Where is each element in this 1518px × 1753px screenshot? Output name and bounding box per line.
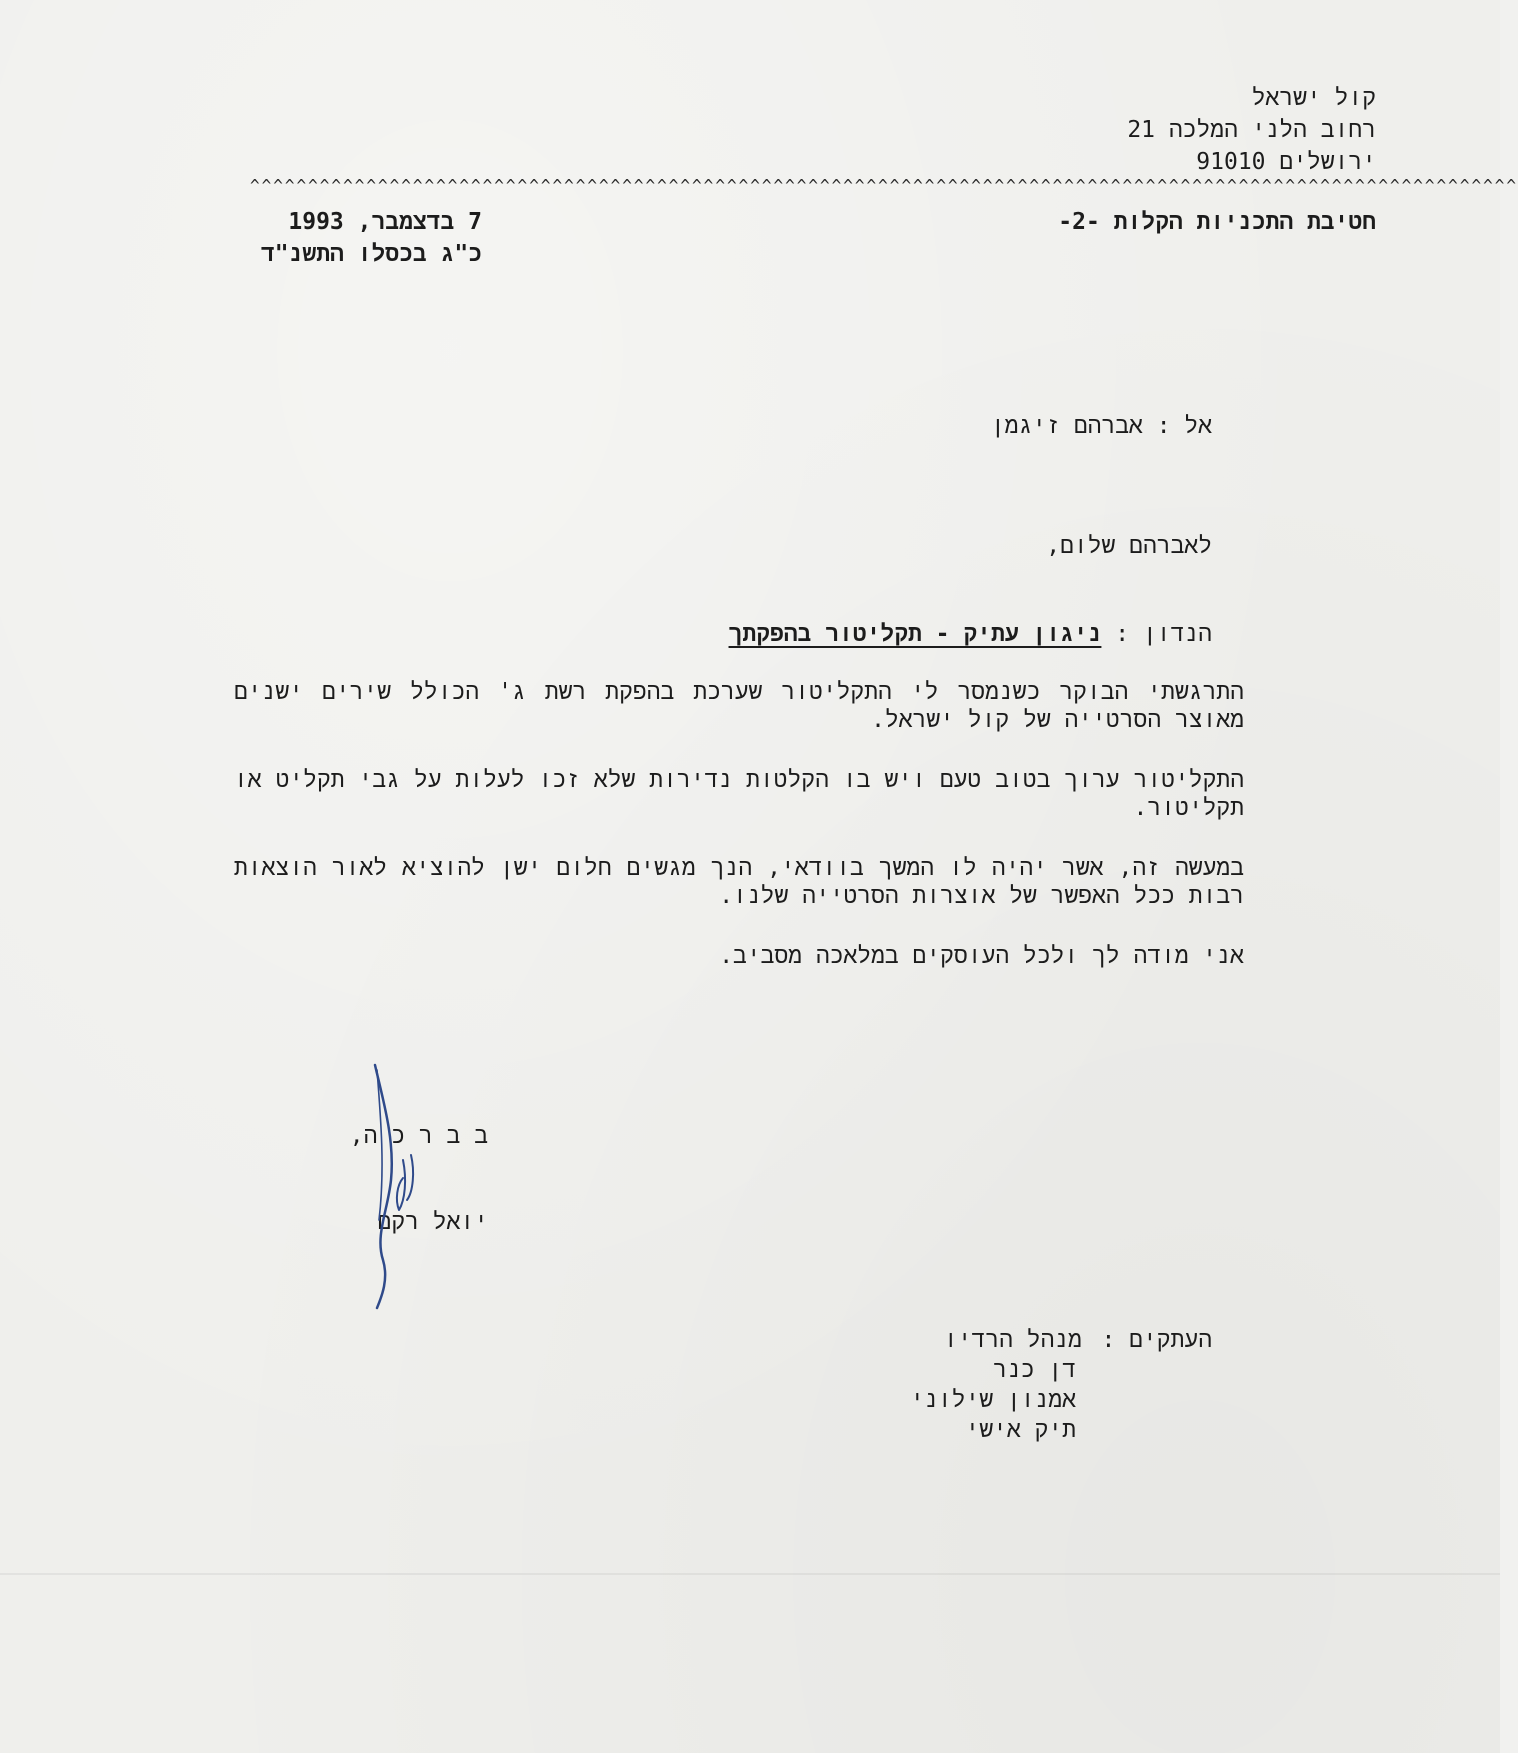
body-paragraph-1: התרגשתי הבוקר כשנמסר לי התקליטור שערכת בהפקת רשת ג' הכולל שירים ישנים מאוצר הסרטייה של קול ישראל. bbox=[234, 679, 1244, 733]
body-paragraph-4: אני מודה לך ולכל העוסקים במלאכה מסביב. bbox=[719, 943, 1244, 969]
copies-recipient: תיק אישי bbox=[965, 1417, 1076, 1443]
recipient-line: אל : אברהם זיגמן bbox=[990, 413, 1212, 439]
copies-recipient: מנהל הרדיו bbox=[943, 1327, 1082, 1353]
street-address: רחוב הלני המלכה 21 bbox=[1127, 117, 1376, 143]
copies-label: העתקים : bbox=[1101, 1327, 1212, 1353]
body-paragraph-2: התקליטור ערוך בטוב טעם ויש בו הקלטות נדירות שלא זכו לעלות על גבי תקליט או תקליטור. bbox=[234, 767, 1244, 821]
copies-recipient: דן כנר bbox=[993, 1357, 1076, 1383]
division-line: חטיבת התכניות הקלות -2- bbox=[1058, 209, 1376, 235]
paper-fold bbox=[0, 1573, 1500, 1575]
city-line: ירושלים 91010 bbox=[1196, 149, 1376, 175]
date-hebrew: כ"ג בכסלו התשנ"ד bbox=[260, 241, 482, 267]
copies-recipient: אמנון שילוני bbox=[910, 1387, 1076, 1413]
subject-text: ניגון עתיק - תקליטור בהפקתך bbox=[728, 621, 1102, 647]
letterhead-separator: ^^^^^^^^^^^^^^^^^^^^^^^^^^^^^^^^^^^^^^^^^^^^^^^^^^^^^^^^^^^^^^^^^^^^^^^^^^^^^^^^^^^^^^^^^^^^^^^^^^^^^^^^^^^^^ bbox=[250, 176, 1518, 195]
handwritten-signature bbox=[355, 1060, 445, 1310]
sign-off: ב ב ר כ ה, bbox=[349, 1123, 488, 1149]
subject-line bbox=[729, 620, 1212, 648]
subject-label: הנדון : bbox=[1115, 621, 1212, 647]
body-paragraph-3: במעשה זה, אשר יהיה לו המשך בוודאי, הנך מגשים חלום ישן להוציא לאור הוצאות רבות ככל האפשר של אוצרות הסרטייה שלנו. bbox=[234, 855, 1244, 909]
date-gregorian: 7 בדצמבר, 1993 bbox=[288, 209, 482, 235]
org-name: קול ישראל bbox=[1251, 85, 1376, 111]
signer-name: יואל רקם bbox=[377, 1209, 488, 1235]
greeting: לאברהם שלום, bbox=[1046, 533, 1212, 559]
